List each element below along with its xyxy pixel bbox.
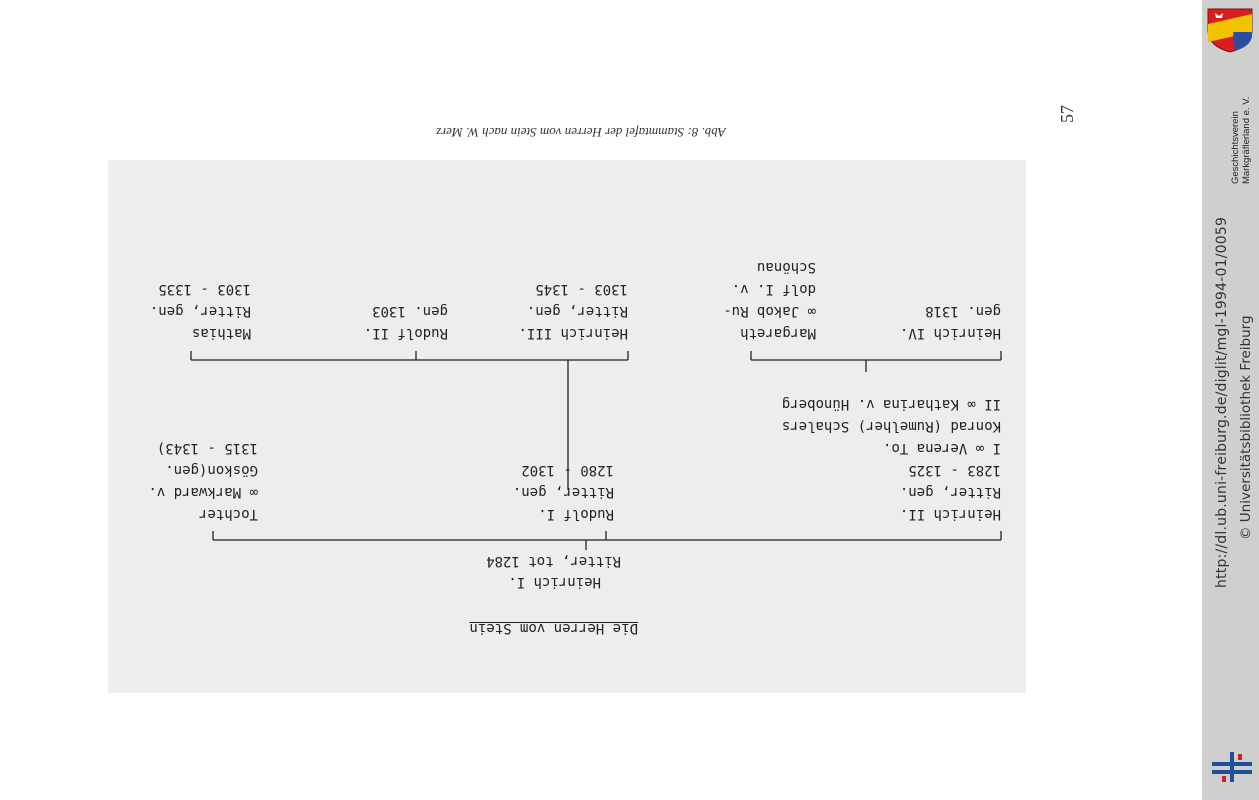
society-name-line2: Markgräflerland e. V. xyxy=(1241,96,1252,184)
person-line: Ritter, gen. xyxy=(526,303,628,319)
permalink-url[interactable]: http://dl.ub.uni-freiburg.de/diglit/mgl-1994-01/0059 xyxy=(1214,216,1230,588)
figure-caption: Abb. 8: Stammtafel der Herren vom Stein nach W. Merz xyxy=(436,125,726,140)
person-line: 1303 - 1345 xyxy=(535,281,628,297)
copyright-notice: © Universitätsbibliothek Freiburg xyxy=(1238,315,1254,540)
person-line: Rudolf II. xyxy=(363,325,448,341)
person-line: Heinrich IV. xyxy=(899,325,1001,341)
society-name-line1: Geschichtsverein xyxy=(1230,111,1241,184)
person-line: dolf I. v. xyxy=(731,281,816,297)
person-line: 1315 - 1343) xyxy=(156,440,258,456)
person-line: 1283 - 1325 xyxy=(908,462,1001,478)
root-detail: Ritter, tot 1284 xyxy=(486,553,621,569)
person-line: Heinrich III. xyxy=(518,325,628,341)
tree-title: Die Herren vom Stein xyxy=(469,620,638,636)
university-library-logo-icon xyxy=(1210,750,1254,784)
person-line: Ritter, gen. xyxy=(512,484,614,500)
genealogy-tree xyxy=(108,160,1026,693)
society-coat-of-arms-icon xyxy=(1205,6,1255,54)
person-line: Mathias xyxy=(191,325,251,341)
person-line: gen. 1318 xyxy=(925,303,1001,319)
page-number: 57 xyxy=(1057,105,1077,123)
person-line: Heinrich II. xyxy=(899,506,1001,522)
person-line: gen. 1303 xyxy=(372,303,448,319)
person-line: Konrad (Rumelher) Schalers xyxy=(781,418,1001,434)
person-line: II ∞ Katharina v. Hünoberg xyxy=(781,396,1001,412)
person-line: ∞ Markward v. xyxy=(148,484,258,500)
person-line: Schönau xyxy=(756,259,816,275)
person-line: 1303 - 1335 xyxy=(158,281,251,297)
genealogy-scan xyxy=(108,160,1026,693)
person-line: 1280 - 1302 xyxy=(521,462,614,478)
person-line: Ritter, gen. xyxy=(899,484,1001,500)
person-line: Göskon(gen. xyxy=(165,462,258,478)
person-line: Tochter xyxy=(198,506,258,522)
person-line: Margareth xyxy=(740,325,816,341)
person-line: Ritter, gen. xyxy=(149,303,251,319)
person-line: ∞ Jakob Ru- xyxy=(723,303,816,319)
person-line: I ∞ Verena To. xyxy=(882,440,1001,456)
root-name: Heinrich I. xyxy=(508,574,601,590)
person-line: Rudolf I. xyxy=(538,506,614,522)
